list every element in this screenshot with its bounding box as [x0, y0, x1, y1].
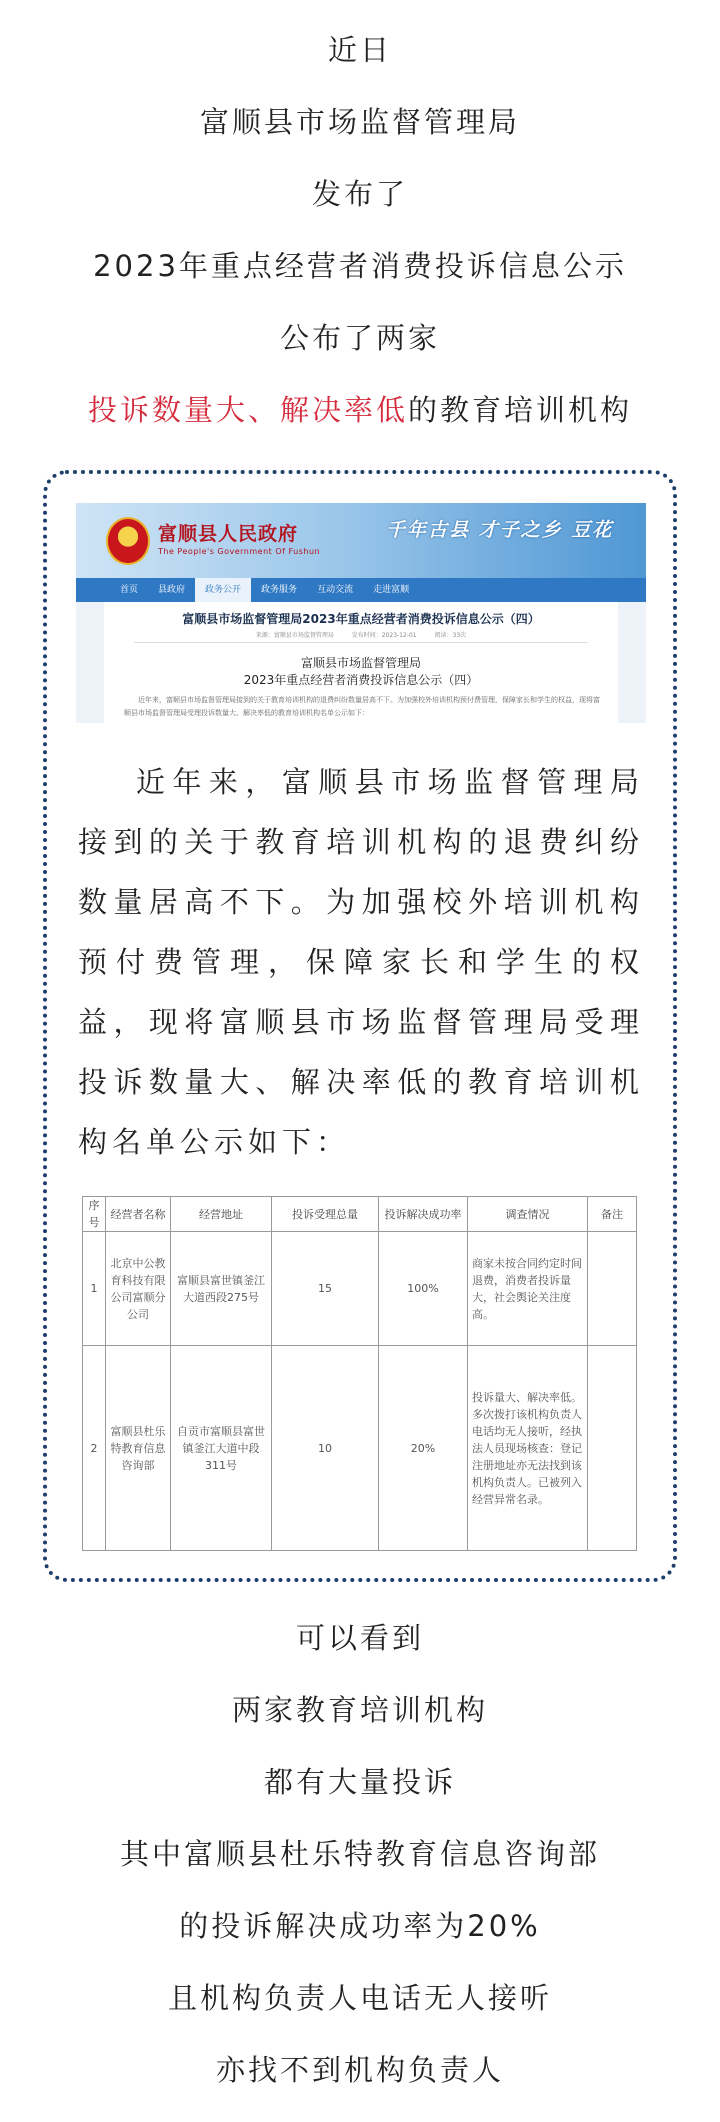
- site-nav: [76, 578, 646, 602]
- table-row: [83, 1346, 637, 1551]
- outro-line-7: 亦找不到机构负责人: [215, 2053, 504, 2087]
- nav-services[interactable]: 政务服务: [261, 585, 298, 595]
- table-row: [83, 1232, 637, 1346]
- meta-date: 发布时间：2023-12-01: [351, 632, 417, 639]
- row2-investigation: 投诉量大、解决率低。多次拨打该机构负责人电话均无人接听，经执法人员现场核查：登记注册地址亦无法找到该机构负责人。已被列入经营异常名录。: [468, 1346, 588, 1551]
- nav-county-gov[interactable]: 县政府: [158, 585, 186, 595]
- website-screenshot: [76, 503, 646, 723]
- highlight-red-text: 投诉数量大、解决率低: [87, 393, 408, 427]
- outro-line-4: 其中富顺县杜乐特教育信息咨询部: [119, 1837, 600, 1871]
- intro-line-3: 发布了: [311, 177, 408, 211]
- col-total: 投诉受理总量: [272, 1197, 379, 1232]
- outro-line-3: 都有大量投诉: [263, 1765, 456, 1799]
- outro-line-2: 两家教育培训机构: [231, 1693, 488, 1727]
- article-meta: [104, 630, 618, 639]
- highlight-line: [0, 388, 720, 429]
- site-slogan: 千年古县 才子之乡 豆花: [386, 519, 614, 541]
- outro-line-6: 且机构负责人电话无人接听: [167, 1981, 552, 2015]
- row2-remark: [588, 1346, 637, 1551]
- row2-address: 自贡市富顺县富世镇釜江大道中段311号: [171, 1346, 272, 1551]
- site-title: 富顺县人民政府: [158, 523, 299, 545]
- nav-home[interactable]: 首页: [120, 585, 139, 595]
- col-name: 经营者名称: [106, 1197, 171, 1232]
- row1-total: 15: [272, 1232, 379, 1346]
- row1-index: 1: [83, 1232, 106, 1346]
- meta-views: 阅读：33次: [434, 632, 467, 639]
- col-address: 经营地址: [171, 1197, 272, 1232]
- highlight-rest-text: 的教育培训机构: [408, 393, 633, 427]
- site-subtitle: The People's Government Of Fushun: [158, 547, 321, 556]
- notice-paragraph: 近年来，富顺县市场监督管理局接到的关于教育培训机构的退费纠纷数量居高不下。为加强校外培训机构预付费管理，保障家长和学生的权益，现将富顺县市场监督管理局受理投诉数量大、解决率低的教育培训机构名单公示如下：: [78, 765, 644, 1159]
- meta-source: 来源：富顺县市场监督管理局: [255, 632, 334, 639]
- col-rate: 投诉解决成功率: [379, 1197, 468, 1232]
- article-divider: [134, 642, 588, 643]
- col-investigation: 调查情况: [468, 1197, 588, 1232]
- row2-rate: 20%: [379, 1346, 468, 1551]
- outro-line-1: 可以看到: [295, 1621, 424, 1655]
- article-body: 近年来，富顺县市场监督管理局接到的关于教育培训机构的退费纠纷数量居高不下。为加强校外培训机构预付费管理，保障家长和学生的权益，现将富顺县市场监督管理局受理投诉数量大、解决率低的教育培训机构名单公示如下：: [124, 696, 600, 717]
- row1-rate: 100%: [379, 1232, 468, 1346]
- article-heading-1: 富顺县市场监督管理局: [300, 656, 421, 670]
- intro-line-4: 2023年重点经营者消费投诉信息公示: [93, 249, 627, 283]
- nav-interaction[interactable]: 互动交流: [317, 585, 354, 595]
- row1-investigation: 商家未按合同约定时间退费，消费者投诉量大，社会舆论关注度高。: [468, 1232, 588, 1346]
- row2-name: 富顺县杜乐特教育信息咨询部: [106, 1346, 171, 1551]
- outro-line-5: 的投诉解决成功率为20%: [179, 1909, 541, 1943]
- row1-remark: [588, 1232, 637, 1346]
- complaint-table: [82, 1196, 637, 1551]
- intro-line-5: 公布了两家: [279, 321, 440, 355]
- col-remark: 备注: [588, 1197, 637, 1232]
- nav-about[interactable]: 走进富顺: [373, 585, 410, 595]
- col-index: 序号: [83, 1197, 106, 1232]
- row2-index: 2: [83, 1346, 106, 1551]
- row2-total: 10: [272, 1346, 379, 1551]
- row1-address: 富顺县富世镇釜江大道西段275号: [171, 1232, 272, 1346]
- row1-name: 北京中公教育科技有限公司富顺分公司: [106, 1232, 171, 1346]
- intro-line-2: 富顺县市场监督管理局: [199, 105, 520, 139]
- intro-line-1: 近日: [327, 33, 392, 67]
- article-title: 富顺县市场监督管理局2023年重点经营者消费投诉信息公示（四）: [182, 612, 540, 626]
- national-emblem-icon: [106, 517, 150, 565]
- article-heading-2: 2023年重点经营者消费投诉信息公示（四）: [243, 673, 479, 687]
- nav-gov-affairs[interactable]: 政务公开: [195, 578, 251, 602]
- article-panel: [104, 602, 618, 723]
- table-header-row: [83, 1197, 637, 1232]
